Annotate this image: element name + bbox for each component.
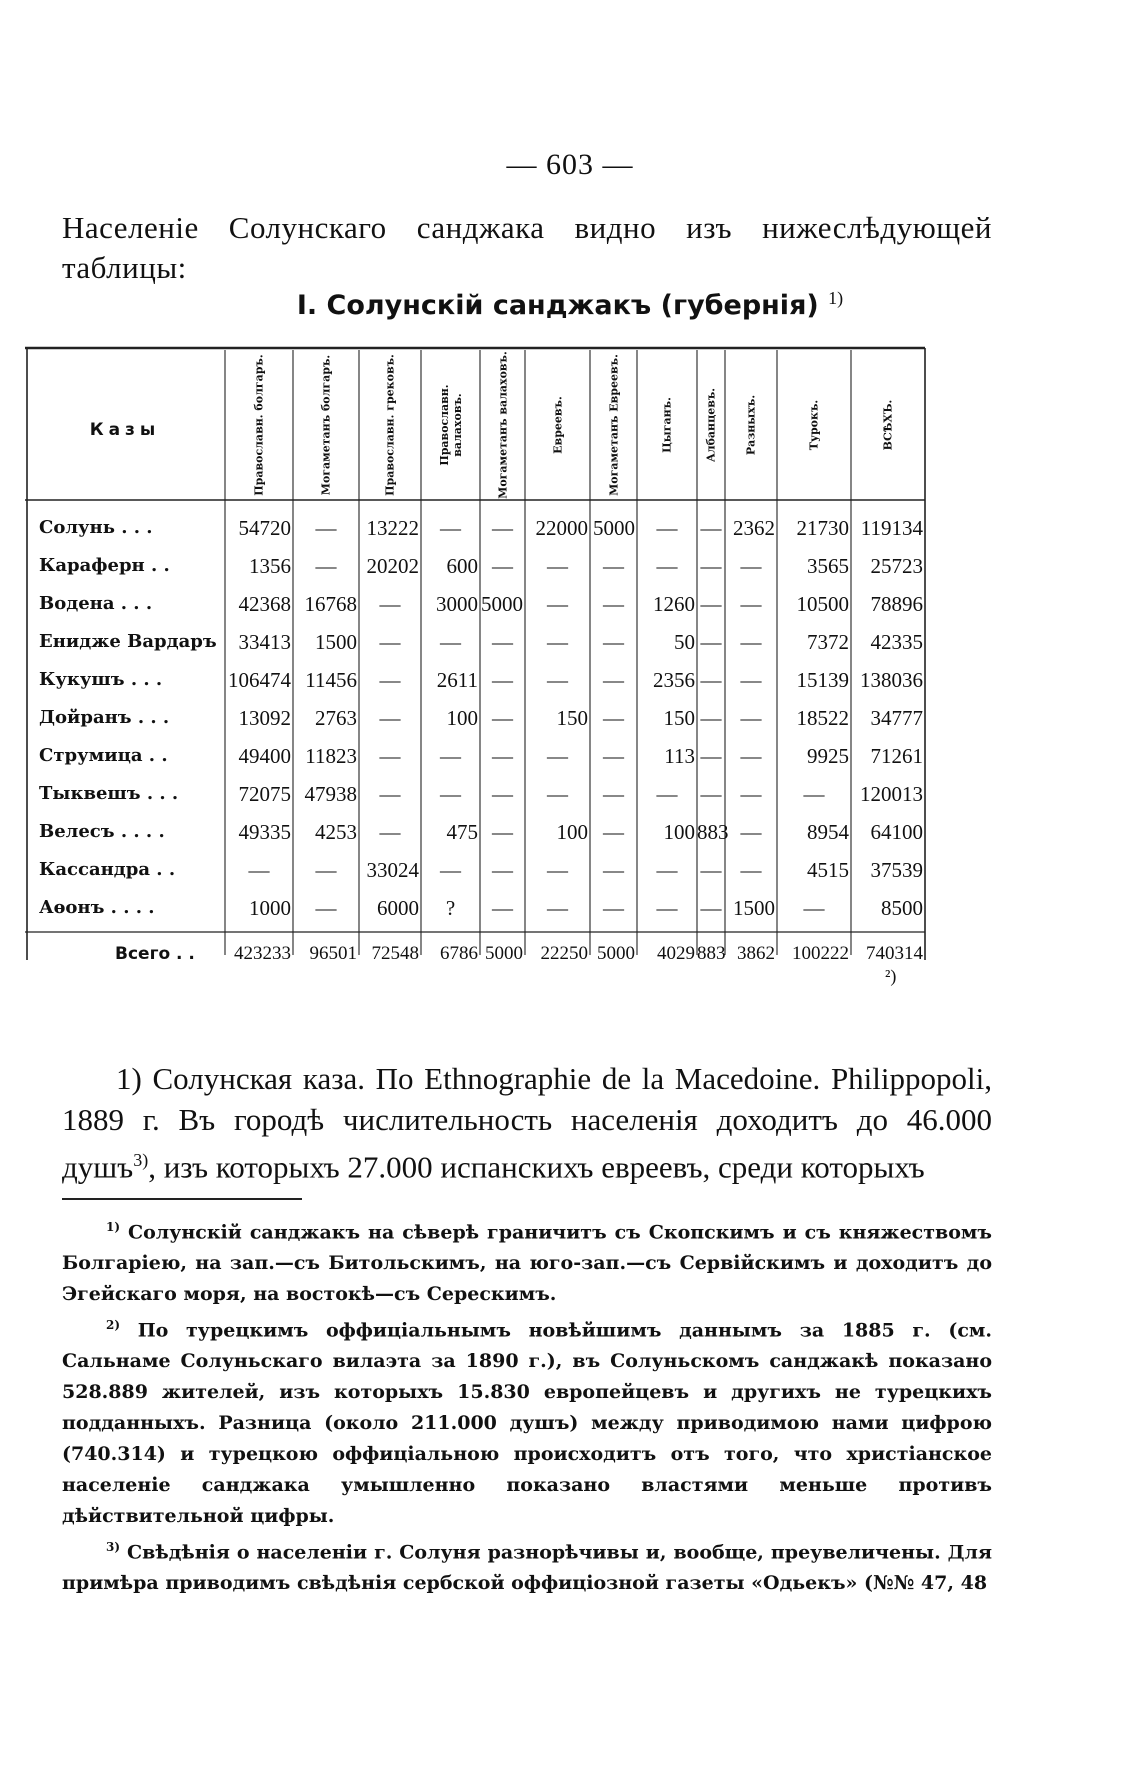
table-cell: — bbox=[440, 858, 461, 882]
table-cell: — bbox=[440, 782, 461, 806]
table-cell: 16768 bbox=[304, 592, 357, 616]
population-table bbox=[25, 340, 1027, 1036]
table-cell: 72075 bbox=[238, 782, 291, 806]
row-kaza-name: Аѳонъ . . . . bbox=[39, 897, 155, 918]
table-cell: — bbox=[603, 630, 624, 654]
table-cell: 3000 bbox=[436, 592, 478, 616]
table-cell: — bbox=[379, 630, 401, 654]
column-header bbox=[851, 350, 925, 500]
table-cell: 6000 bbox=[377, 896, 419, 920]
row-kaza-name: Велесъ . . . . bbox=[39, 821, 165, 842]
table-cell: — bbox=[656, 858, 678, 882]
table-cell: — bbox=[740, 820, 762, 844]
table-cell: — bbox=[603, 592, 624, 616]
table-cell: — bbox=[803, 782, 825, 806]
table-cell: 100 bbox=[446, 706, 478, 730]
column-header bbox=[525, 350, 590, 500]
table-cell: 600 bbox=[446, 554, 478, 578]
table-cell: — bbox=[656, 782, 678, 806]
total-cell: 5000 bbox=[597, 943, 635, 964]
table-cell: — bbox=[656, 516, 678, 540]
row-kaza-name: Кассандра . . bbox=[39, 859, 176, 880]
table-cell: — bbox=[547, 744, 568, 768]
table-cell: 5000 bbox=[593, 516, 635, 540]
table-cell: — bbox=[740, 782, 762, 806]
table-cell: 3565 bbox=[807, 554, 849, 578]
table-cell: 2763 bbox=[315, 706, 357, 730]
table-cell: 475 bbox=[446, 820, 478, 844]
table-cell: 34777 bbox=[870, 706, 923, 730]
table-cell: 106474 bbox=[228, 668, 291, 692]
paragraph-text-a: 1) Солунская каза. По Ethnographie de la Macedoine. Philippopoli, 1889 г. Въ городѣ числительность населенія доходитъ до 46.000 душъ bbox=[62, 1061, 992, 1185]
table-cell: — bbox=[492, 554, 513, 578]
column-header bbox=[421, 350, 480, 500]
table-cell: 1500 bbox=[733, 896, 775, 920]
table-cell: — bbox=[492, 706, 513, 730]
table-cell: 8954 bbox=[807, 820, 849, 844]
table-cell: 49335 bbox=[238, 820, 291, 844]
table-cell: 9925 bbox=[807, 744, 849, 768]
table-cell: 2611 bbox=[436, 668, 478, 692]
column-header-label: Православн. грековъ. bbox=[383, 354, 397, 496]
table-cell: 25723 bbox=[870, 554, 923, 578]
total-cell: 423233 bbox=[234, 943, 291, 964]
table-cell: 4253 bbox=[315, 820, 357, 844]
table-cell: — bbox=[700, 744, 722, 768]
table-cell: 8500 bbox=[881, 896, 923, 920]
table-cell: 1260 bbox=[653, 592, 695, 616]
table-cell: — bbox=[379, 706, 401, 730]
table-cell: — bbox=[740, 668, 762, 692]
table-cell: — bbox=[740, 630, 762, 654]
total-cell: 72548 bbox=[371, 943, 419, 964]
column-header-label: Разныхъ. bbox=[744, 394, 758, 456]
table-cell: — bbox=[492, 858, 513, 882]
table-cell: 150 bbox=[663, 706, 695, 730]
table-cell: — bbox=[492, 516, 513, 540]
table-cell: 1000 bbox=[249, 896, 291, 920]
table-cell: ? bbox=[445, 896, 456, 920]
table-cell: — bbox=[379, 782, 401, 806]
column-header-label: Православн. болгаръ. bbox=[252, 354, 266, 496]
table-cell: — bbox=[440, 744, 461, 768]
table-cell: — bbox=[379, 820, 401, 844]
column-header-label: Албанцевъ. bbox=[704, 387, 718, 463]
column-header-label: Православн. валаховъ. bbox=[437, 384, 464, 466]
table-cell: — bbox=[315, 516, 337, 540]
row-kaza-name: Водена . . . bbox=[39, 593, 153, 614]
table-cell: 37539 bbox=[870, 858, 923, 882]
table-cell: — bbox=[492, 630, 513, 654]
table-cell: 2362 bbox=[733, 516, 775, 540]
row-kaza-name: Кукушъ . . . bbox=[39, 669, 163, 690]
row-kaza-name: Дойранъ . . . bbox=[39, 707, 170, 728]
table-cell: 113 bbox=[664, 744, 695, 768]
table-cell: 50 bbox=[674, 630, 695, 654]
intro-text: Населеніе Солунскаго санджака видно изъ нижеслѣдующей таблицы: bbox=[62, 210, 992, 285]
table-cell: 15139 bbox=[796, 668, 849, 692]
table-cell: — bbox=[603, 744, 624, 768]
footnote-3 bbox=[62, 1532, 992, 1599]
table-cell: — bbox=[740, 744, 762, 768]
column-header bbox=[725, 350, 777, 500]
table-cell: 883 bbox=[697, 820, 729, 844]
column-header-label: ВСѢХЪ. bbox=[881, 399, 895, 451]
table-cell: 100 bbox=[663, 820, 695, 844]
table-cell: — bbox=[603, 668, 624, 692]
table-cell: — bbox=[603, 782, 624, 806]
table-cell: — bbox=[700, 782, 722, 806]
table-cell: 54720 bbox=[238, 516, 291, 540]
table-cell: 42335 bbox=[870, 630, 923, 654]
table-cell: — bbox=[700, 858, 722, 882]
total-cell: 6786 bbox=[440, 943, 478, 964]
table-cell: — bbox=[700, 668, 722, 692]
total-cell: 4029 bbox=[657, 943, 695, 964]
table-cell: — bbox=[492, 782, 513, 806]
table-cell: — bbox=[492, 820, 513, 844]
table-cell: — bbox=[740, 706, 762, 730]
table-cell: — bbox=[700, 554, 722, 578]
table-cell: — bbox=[547, 858, 568, 882]
table-cell: — bbox=[492, 896, 513, 920]
table-cell: — bbox=[547, 782, 568, 806]
table-cell: — bbox=[492, 668, 513, 692]
column-header-label: Могаметанъ валаховъ. bbox=[496, 351, 509, 499]
total-cell: 22250 bbox=[540, 943, 588, 964]
table-cell: — bbox=[803, 896, 825, 920]
total-cell: 5000 bbox=[485, 943, 523, 964]
table-cell: 10500 bbox=[796, 592, 849, 616]
table-title-note: 1) bbox=[828, 288, 844, 308]
table-cell: 49400 bbox=[238, 744, 291, 768]
footnote-rule bbox=[62, 1198, 302, 1200]
table-cell: 20202 bbox=[366, 554, 419, 578]
table-cell: — bbox=[248, 858, 270, 882]
table-cell: — bbox=[740, 858, 762, 882]
column-header bbox=[293, 350, 359, 500]
table-cell: — bbox=[700, 706, 722, 730]
row-kaza-name: Караферн . . bbox=[39, 555, 170, 576]
column-header-label: Могаметанъ Евреевъ. bbox=[607, 354, 620, 496]
table-cell: 13222 bbox=[366, 516, 419, 540]
footnote-1-text: Солунскій санджакъ на сѣверѣ граничитъ съ Скопскимъ и съ княжествомъ Болгаріею, на зап.—съ Битольскимъ, на юго-зап.—съ Сервійскимъ и доходитъ до Эгейскаго моря, на востокѣ—съ Серескимъ. bbox=[62, 1221, 992, 1306]
table-cell: — bbox=[547, 668, 568, 692]
column-header bbox=[697, 350, 725, 500]
column-header bbox=[480, 350, 525, 500]
table-cell: 13092 bbox=[238, 706, 291, 730]
footnote-1-mark: 1) bbox=[106, 1220, 121, 1234]
footnote-3-mark: 3) bbox=[106, 1540, 121, 1554]
table-cell: — bbox=[547, 896, 568, 920]
table-cell: 7372 bbox=[807, 630, 849, 654]
table-cell: — bbox=[492, 744, 513, 768]
table-cell: — bbox=[315, 554, 337, 578]
table-cell: — bbox=[315, 858, 337, 882]
table-cell: — bbox=[740, 554, 762, 578]
footnote-3-text: Свѣдѣнія о населеніи г. Солуня разнорѣчивы и, вообще, преувеличены. Для примѣра приводимъ свѣдѣнія сербской оффиціозной газеты «Одьекъ» (№№ 47, 48 bbox=[62, 1541, 992, 1595]
total-cell: 883 bbox=[697, 943, 726, 964]
header-kazy: Казы bbox=[89, 420, 161, 440]
table-cell: — bbox=[379, 744, 401, 768]
table-cell: 71261 bbox=[870, 744, 923, 768]
table-title bbox=[0, 288, 1140, 321]
table-cell: — bbox=[603, 554, 624, 578]
table-cell: 5000 bbox=[481, 592, 523, 616]
table-cell: 100 bbox=[556, 820, 588, 844]
column-header bbox=[590, 350, 637, 500]
table-cell: — bbox=[656, 896, 678, 920]
total-cell: 100222 bbox=[792, 943, 849, 964]
row-kaza-name: Тыквешъ . . . bbox=[39, 783, 179, 804]
table-cell: — bbox=[700, 630, 722, 654]
table-cell: — bbox=[315, 896, 337, 920]
footnote-2-text: По турецкимъ оффиціальнымъ новѣйшимъ даннымъ за 1885 г. (см. Сальнаме Солуньскаго вилаэта за 1890 г.), въ Солуньскомъ санджакѣ показано 528.889 жителей, изъ которыхъ 15.830 европейцевъ и другихъ не турецкихъ подданныхъ. Разница (около 211.000 душъ) между приводимою нами цифрою (740.314) и турецкою оффиціальною происходитъ отъ того, что христіанское населеніе санджака умышленно показано властями меньше противъ дѣйствительной цифры. bbox=[62, 1319, 993, 1528]
table-cell: 21730 bbox=[796, 516, 849, 540]
table-cell: — bbox=[700, 516, 722, 540]
table-cell: 18522 bbox=[796, 706, 849, 730]
page-number: — 603 — bbox=[506, 148, 634, 181]
total-note-mark: ²) bbox=[885, 966, 897, 986]
column-header-label: Турокъ. bbox=[807, 399, 821, 451]
table-cell: — bbox=[603, 706, 624, 730]
table-cell: — bbox=[547, 592, 568, 616]
column-header-label: Евреевъ. bbox=[551, 396, 564, 454]
table-cell: — bbox=[740, 592, 762, 616]
table-cell: — bbox=[603, 858, 624, 882]
column-header-label: Цыганъ. bbox=[660, 397, 674, 453]
total-cell: 3862 bbox=[737, 943, 775, 964]
table-cell: 11823 bbox=[305, 744, 357, 768]
paragraph-solun-kaza bbox=[62, 1058, 992, 1187]
paragraph-text-b: , изъ которыхъ 27.000 испанскихъ евреевъ, среди которыхъ bbox=[148, 1149, 925, 1185]
paragraph-note-ref: 3) bbox=[133, 1150, 149, 1170]
total-cell: 96501 bbox=[309, 943, 357, 964]
table-cell: 120013 bbox=[860, 782, 923, 806]
table-cell: — bbox=[440, 630, 461, 654]
row-kaza-name: Струмица . . bbox=[39, 745, 168, 766]
table-cell: 22000 bbox=[535, 516, 588, 540]
table-cell: 47938 bbox=[304, 782, 357, 806]
column-header bbox=[359, 350, 421, 500]
table-cell: — bbox=[656, 554, 678, 578]
table-cell: — bbox=[700, 896, 722, 920]
table-cell: 138036 bbox=[860, 668, 923, 692]
column-header bbox=[637, 350, 697, 500]
footnote-2 bbox=[62, 1310, 992, 1532]
table-cell: — bbox=[700, 592, 722, 616]
table-cell: 1356 bbox=[249, 554, 291, 578]
footnote-2-mark: 2) bbox=[106, 1318, 121, 1332]
table-cell: — bbox=[547, 630, 568, 654]
column-header bbox=[225, 350, 293, 500]
column-header-label: Могаметанъ болгаръ. bbox=[319, 354, 333, 496]
table-cell: 11456 bbox=[305, 668, 357, 692]
table-cell: 33413 bbox=[238, 630, 291, 654]
column-header bbox=[777, 350, 851, 500]
table-cell: — bbox=[440, 516, 461, 540]
footnote-1 bbox=[62, 1212, 992, 1310]
table-cell: 119134 bbox=[860, 516, 923, 540]
table-cell: 4515 bbox=[807, 858, 849, 882]
table-cell: — bbox=[603, 896, 624, 920]
table-cell: 78896 bbox=[870, 592, 923, 616]
row-kaza-name: Енидже Вардаръ bbox=[39, 631, 217, 652]
table-cell: 1500 bbox=[315, 630, 357, 654]
total-label: Всего . . bbox=[115, 944, 195, 964]
table-cell: — bbox=[547, 554, 568, 578]
total-cell: 740314 bbox=[866, 943, 923, 964]
table-cell: 64100 bbox=[870, 820, 923, 844]
table-cell: 2356 bbox=[653, 668, 695, 692]
table-cell: — bbox=[379, 592, 401, 616]
table-cell: 150 bbox=[556, 706, 588, 730]
table-cell: — bbox=[603, 820, 624, 844]
table-title-text: I. Солунскій санджакъ (губернія) bbox=[296, 290, 819, 321]
table-cell: 42368 bbox=[238, 592, 291, 616]
row-kaza-name: Солунь . . . bbox=[39, 517, 153, 538]
table-cell: 33024 bbox=[366, 858, 419, 882]
table-cell: — bbox=[379, 668, 401, 692]
